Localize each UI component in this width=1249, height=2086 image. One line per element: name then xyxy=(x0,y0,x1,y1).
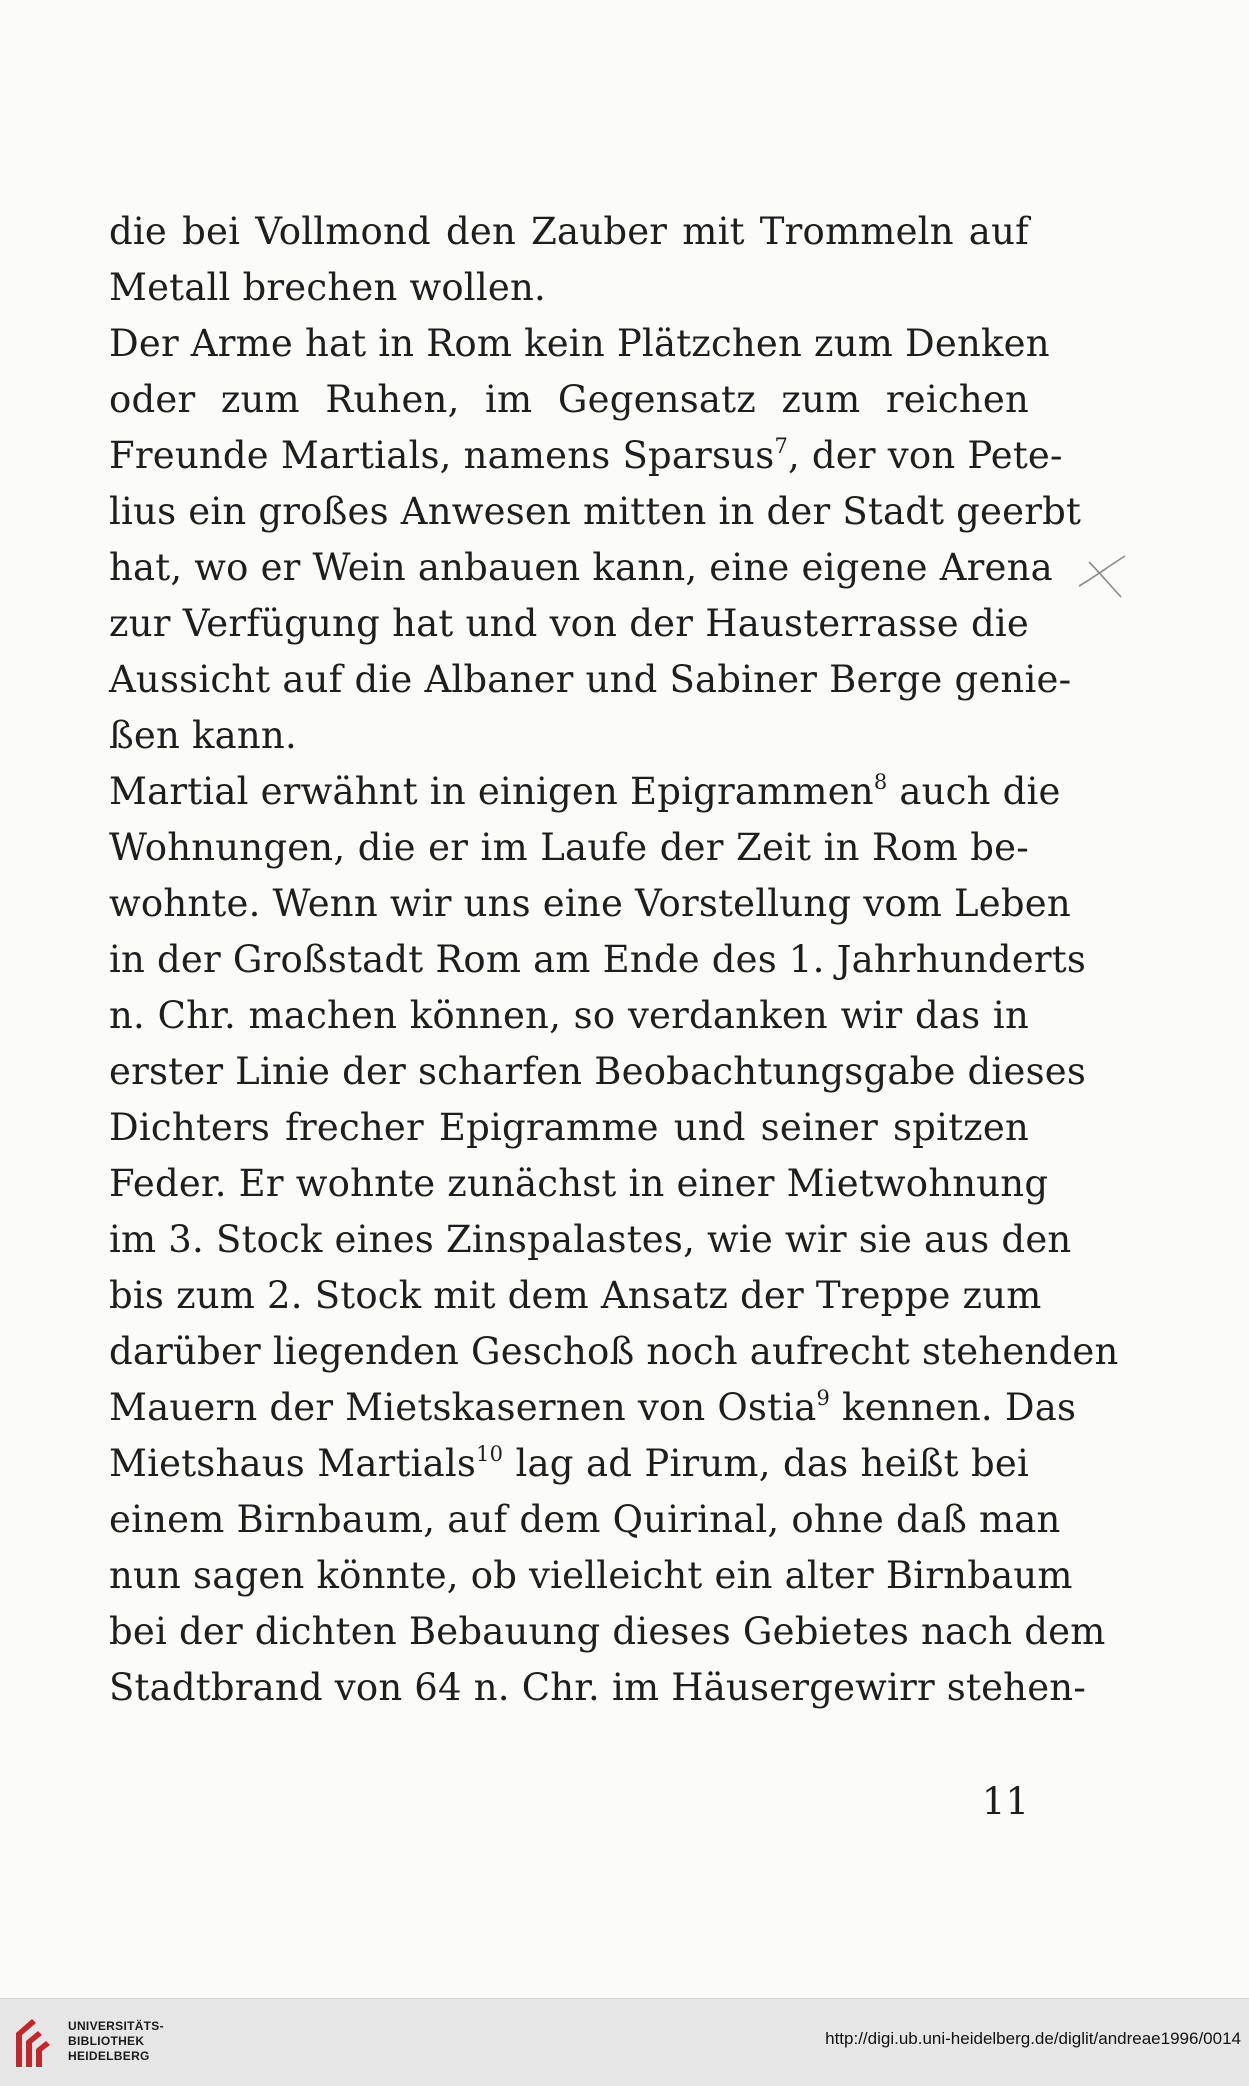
text-segment: Freunde Martials, namens Sparsus xyxy=(109,434,775,477)
page-number: 11 xyxy=(981,1780,1029,1823)
text-segment: Martial erwähnt in einigen Epigrammen xyxy=(109,770,874,813)
university-library-logo-icon xyxy=(12,2013,56,2071)
text-segment: , der von Pete- xyxy=(788,434,1063,477)
text-line: im 3. Stock eines Zinspalastes, wie wir sie aus den xyxy=(109,1218,1072,1261)
footnote-marker: 9 xyxy=(816,1385,831,1410)
footnote-marker: 10 xyxy=(476,1441,504,1466)
footnote-marker: 7 xyxy=(774,433,788,458)
text-line xyxy=(109,1436,1029,1492)
library-name-line: BIBLIOTHEK xyxy=(68,2034,145,2048)
library-name-line: HEIDELBERG xyxy=(68,2049,150,2063)
text-line: n. Chr. machen können, so verdanken wir das in xyxy=(109,994,1029,1037)
text-line: bei der dichten Bebauung dieses Gebietes nach dem xyxy=(109,1610,1106,1653)
text-line: Wohnungen, die er im Laufe der Zeit in Rom be- xyxy=(109,826,1029,869)
text-segment: Mauern der Mietskasernen von Ostia xyxy=(109,1386,817,1429)
text-line: darüber liegenden Geschoß noch aufrecht stehenden xyxy=(109,1330,1119,1373)
text-line: einem Birnbaum, auf dem Quirinal, ohne daß man xyxy=(109,1498,1061,1541)
text-line xyxy=(109,764,1061,820)
text-segment: Mietshaus Martials xyxy=(109,1442,477,1485)
footnote-marker: 8 xyxy=(873,769,888,794)
text-line: zur Verfügung hat und von der Hausterrasse die xyxy=(109,602,1029,645)
library-footer xyxy=(0,1998,1249,2086)
body-text xyxy=(109,204,1119,1716)
text-line: nun sagen könnte, ob vielleicht ein alter Birnbaum xyxy=(109,1554,1073,1597)
library-name-line: UNIVERSITÄTS- xyxy=(68,2019,164,2033)
source-url-link[interactable]: http://digi.ub.uni-heidelberg.de/diglit/andreae1996/0014 xyxy=(825,2029,1241,2048)
text-line: Metall brechen wollen. xyxy=(109,266,546,309)
text-line: Dichters frecher Epigramme und seiner spitzen xyxy=(109,1106,1029,1149)
text-line xyxy=(109,428,1063,484)
text-line: lius ein großes Anwesen mitten in der Stadt geerbt xyxy=(109,490,1082,533)
text-segment: kennen. Das xyxy=(830,1386,1077,1429)
text-segment: auch die xyxy=(887,770,1061,813)
text-line: die bei Vollmond den Zauber mit Trommeln auf xyxy=(109,210,1029,253)
text-line: Aussicht auf die Albaner und Sabiner Berge genie- xyxy=(109,658,1072,701)
pencil-x-mark xyxy=(1075,552,1130,602)
text-line: Feder. Er wohnte zunächst in einer Mietwohnung xyxy=(109,1162,1049,1205)
text-line xyxy=(109,1380,1077,1436)
text-line: oder zum Ruhen, im Gegensatz zum reichen xyxy=(109,378,1029,421)
text-line: erster Linie der scharfen Beobachtungsgabe dieses xyxy=(109,1050,1087,1093)
text-line: Der Arme hat in Rom kein Plätzchen zum Denken xyxy=(109,322,1050,365)
text-line: bis zum 2. Stock mit dem Ansatz der Treppe zum xyxy=(109,1274,1042,1317)
text-line: Stadtbrand von 64 n. Chr. im Häusergewirr stehen- xyxy=(109,1666,1087,1709)
text-line: in der Großstadt Rom am Ende des 1. Jahrhunderts xyxy=(109,938,1087,981)
text-line: ßen kann. xyxy=(109,714,297,757)
text-line: hat, wo er Wein anbauen kann, eine eigene Arena xyxy=(109,546,1053,589)
text-segment: lag ad Pirum, das heißt bei xyxy=(503,1442,1029,1485)
text-line: wohnte. Wenn wir uns eine Vorstellung vom Leben xyxy=(109,882,1071,925)
library-name xyxy=(68,2019,164,2064)
